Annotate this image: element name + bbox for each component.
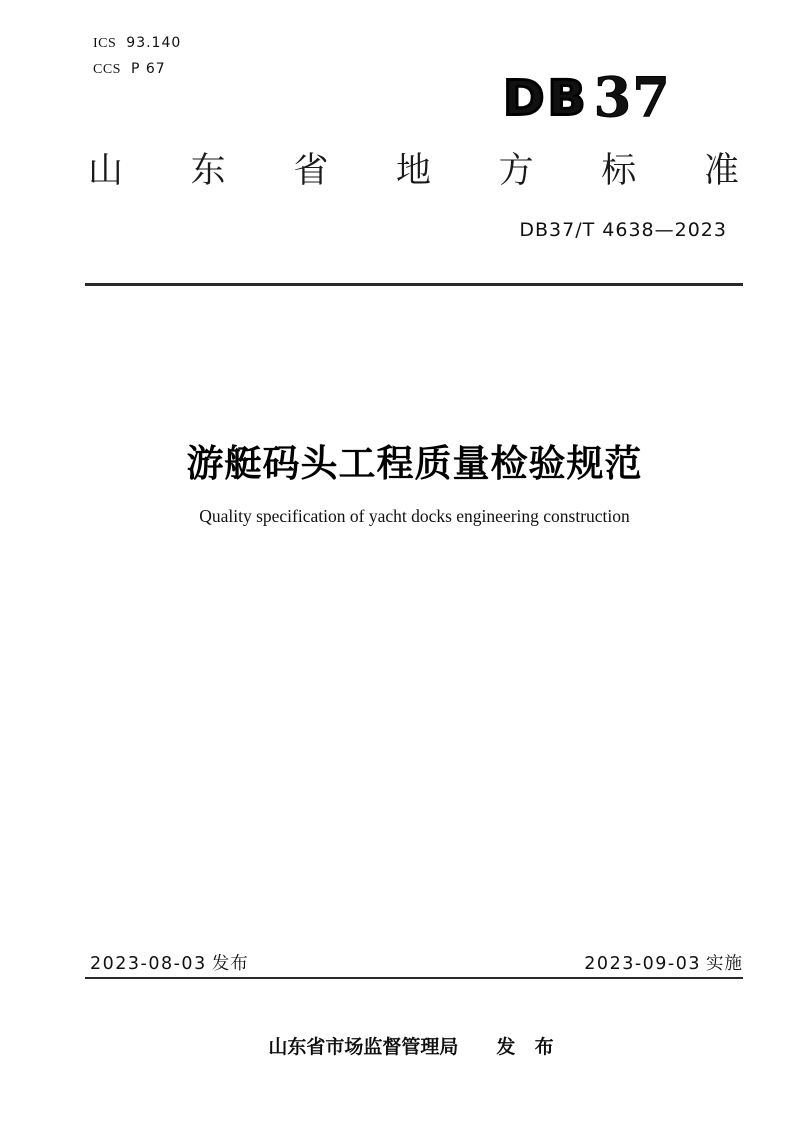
db37-logo-number: 37 (593, 65, 671, 129)
footer-divider-line (85, 977, 743, 979)
standard-number: DB37/T 4638—2023 (519, 219, 727, 241)
standard-type-char: 东 (190, 151, 226, 190)
ccs-code (93, 56, 181, 82)
standard-type-char: 山 (88, 151, 124, 190)
ics-code (93, 30, 181, 56)
header-divider-line (85, 283, 743, 286)
standard-type-char: 标 (601, 151, 637, 190)
ics-value: 93.140 (126, 35, 182, 51)
ccs-label: CCS (93, 62, 121, 77)
ics-label: ICS (93, 36, 117, 51)
document-title-chinese: 游艇码头工程质量检验规范 (186, 443, 643, 484)
document-title-english: Quality specification of yacht docks engineering construction (199, 506, 630, 526)
standard-type-char: 准 (703, 151, 739, 190)
implement-date (584, 950, 743, 975)
dates-row (90, 950, 743, 975)
publisher-name: 山东省市场监督管理局 (268, 1037, 459, 1058)
implement-date-label: 实施 (706, 953, 743, 973)
standard-type-heading (88, 150, 739, 192)
db37-logo-db: DB (503, 70, 589, 126)
issue-date (90, 950, 249, 975)
standard-type-char: 省 (293, 151, 329, 190)
issue-date-value: 2023-08-03 (90, 954, 207, 974)
publish-label: 发 布 (496, 1037, 561, 1058)
standard-type-char: 地 (395, 151, 431, 190)
issue-date-label: 发布 (211, 953, 249, 973)
implement-date-value: 2023-09-03 (584, 954, 701, 974)
publisher-row (86, 1032, 743, 1059)
ccs-value: P 67 (130, 61, 166, 77)
db37-logo (503, 65, 671, 129)
standard-type-char: 方 (498, 151, 534, 190)
classification-codes (93, 30, 181, 82)
